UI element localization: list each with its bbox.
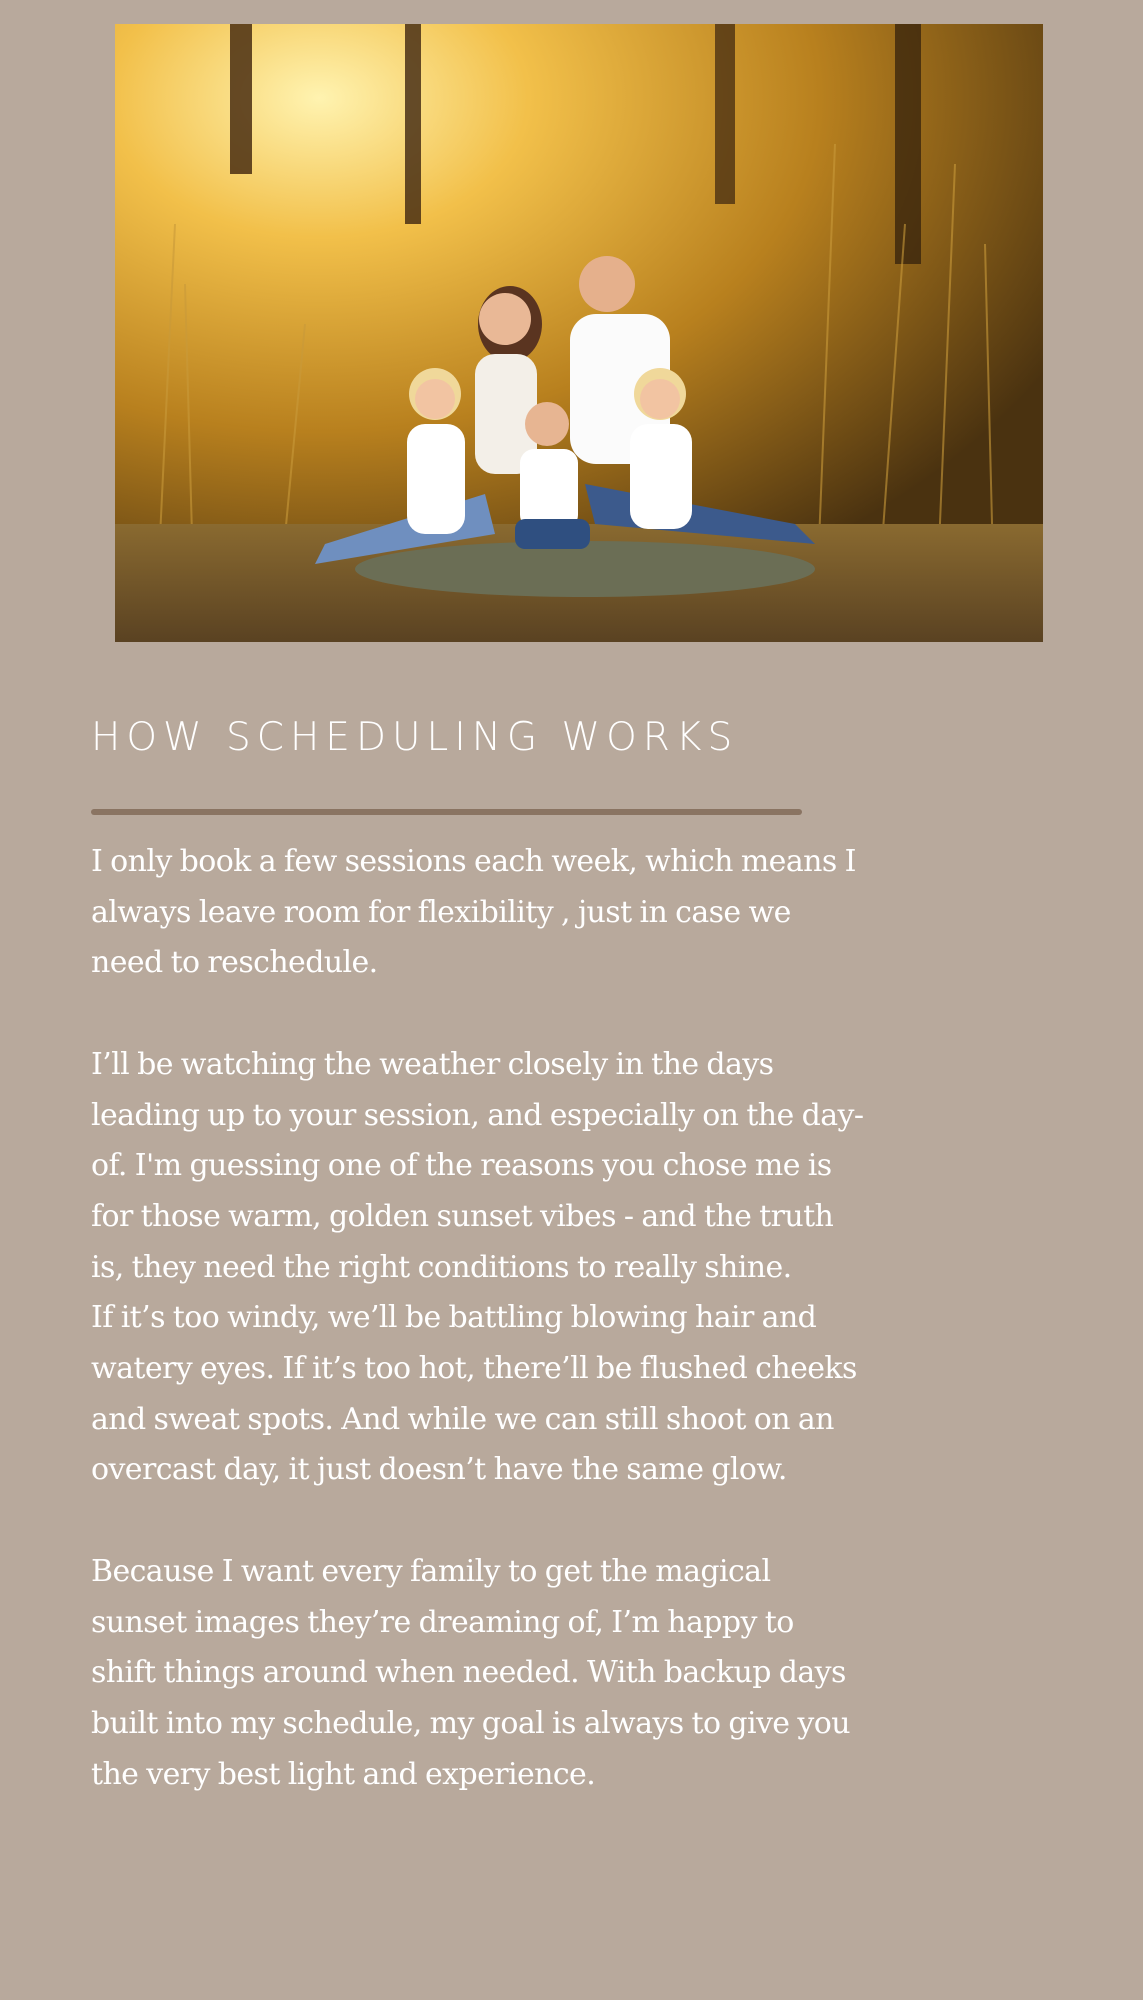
section-title: HOW SCHEDULING WORKS (91, 715, 739, 760)
paragraph-backup-days: Because I want every family to get the magical sunset images they’re dreaming of, I’m happy to shift things around when needed. With backup days built into my schedule, my goal is always to give you the very best light and experience. (91, 1553, 850, 1792)
scheduling-description (91, 837, 866, 1800)
paragraph-flexibility: I only book a few sessions each week, which means I always leave room for flexibility , just in case we need to reschedule. (91, 844, 856, 981)
family-sunset-photo (115, 24, 1043, 642)
family-photo-illustration (115, 24, 1043, 642)
paragraph-weather: I’ll be watching the weather closely in the days leading up to your session, and especially on the day-of. I'm guessing one of the reasons you chose me is for those warm, golden sunset vibes - and the truth is, they need the right conditions to really shine. (91, 1046, 864, 1285)
title-divider (91, 809, 802, 815)
paragraph-conditions: If it’s too windy, we’ll be battling blowing hair and watery eyes. If it’s too hot, there’ll be flushed cheeks and sweat spots. And while we can still shoot on an overcast day, it just doesn’t have the same glow. (91, 1300, 857, 1488)
